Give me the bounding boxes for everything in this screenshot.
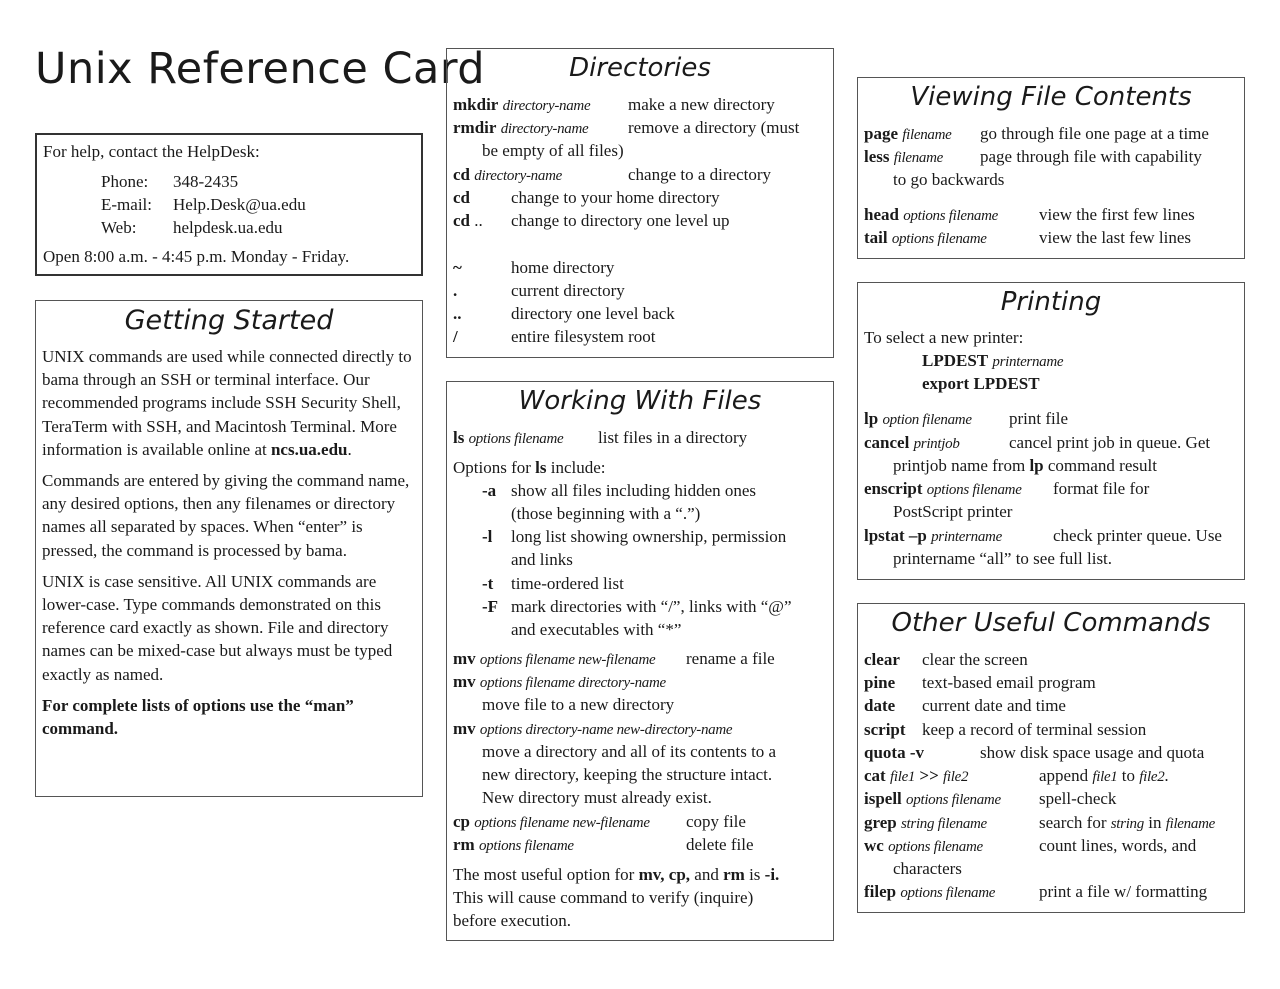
head-desc: view the first few lines	[1039, 205, 1195, 224]
man-note: For complete lists of options use the “man” command.	[42, 695, 354, 739]
lp-cmd: lp option filename	[864, 409, 972, 428]
tilde-symbol: ~	[453, 258, 462, 277]
page-desc: go through file one page at a time	[980, 124, 1209, 143]
date-desc: current date and time	[922, 696, 1066, 715]
cd-up-cmd: cd ..	[453, 211, 483, 230]
export-line: export LPDEST	[922, 374, 1040, 393]
mv-dir-desc-2: new directory, keeping the structure intact.	[482, 765, 773, 784]
mv-rename-desc: rename a file	[686, 649, 775, 668]
web-label: Web:	[101, 218, 137, 237]
lpstat-cmd: lpstat –p printername	[864, 526, 1002, 545]
quota-cmd: quota -v	[864, 743, 924, 762]
email-label: E-mail:	[101, 195, 152, 214]
rmdir-desc-cont: be empty of all files)	[482, 141, 624, 160]
enscript-cmd: enscript options filename	[864, 479, 1022, 498]
printing-heading: Printing	[1000, 287, 1102, 317]
less-desc: page through file with capability	[980, 147, 1202, 166]
flag-t-desc: time-ordered list	[511, 574, 624, 593]
tail-cmd: tail options filename	[864, 228, 987, 247]
clear-cmd: clear	[864, 650, 900, 669]
directories-box	[446, 48, 834, 358]
flag-a: -a	[482, 481, 497, 500]
getting-started-heading: Getting Started	[124, 305, 334, 336]
clear-desc: clear the screen	[922, 650, 1028, 669]
verify-note-3: before execution.	[453, 911, 571, 930]
cd-home-cmd: cd	[453, 188, 470, 207]
lpdest-line: LPDEST printername	[922, 351, 1064, 370]
cat-cmd: cat file1 >> file2	[864, 766, 969, 785]
help-intro: For help, contact the HelpDesk:	[43, 142, 260, 161]
quota-desc: show disk space usage and quota	[980, 743, 1205, 762]
mv-dir-desc-1: move a directory and all of its contents to a	[482, 742, 777, 761]
cd-home-desc: change to your home directory	[511, 188, 720, 207]
wc-desc: count lines, words, and	[1039, 836, 1197, 855]
flag-F-desc-cont: and executables with “*”	[511, 620, 682, 639]
ls-desc: list files in a directory	[598, 428, 748, 447]
head-cmd: head options filename	[864, 205, 998, 224]
enscript-desc: format file for	[1053, 479, 1150, 498]
rm-desc: delete file	[686, 835, 754, 854]
mkdir-cmd: mkdir directory-name	[453, 95, 591, 114]
lpstat-desc-cont: printername “all” to see full list.	[893, 549, 1113, 568]
enscript-desc-cont: PostScript printer	[893, 502, 1013, 521]
dotdot-symbol: ..	[453, 304, 462, 323]
less-cmd: less filename	[864, 147, 944, 166]
lpstat-desc: check printer queue. Use	[1053, 526, 1222, 545]
cat-desc: append file1 to file2.	[1039, 766, 1169, 785]
dotdot-desc: directory one level back	[511, 304, 675, 323]
flag-a-desc: show all files including hidden ones	[511, 481, 757, 500]
cd-cmd: cd directory-name	[453, 165, 562, 184]
filep-cmd: filep options filename	[864, 882, 996, 901]
rm-cmd: rm options filename	[453, 835, 574, 854]
directories-heading: Directories	[569, 53, 711, 83]
lp-desc: print file	[1009, 409, 1069, 428]
slash-desc: entire filesystem root	[511, 327, 656, 346]
email-value: Help.Desk@ua.edu	[173, 195, 306, 214]
script-desc: keep a record of terminal session	[922, 720, 1147, 739]
helpdesk-box	[35, 133, 423, 276]
flag-l-desc: long list showing ownership, permission	[511, 527, 787, 546]
grep-desc: search for string in filename	[1039, 813, 1215, 832]
cancel-desc-cont: printjob name from lp command result	[893, 456, 1157, 475]
mv-move-cmd: mv options filename directory-name	[453, 672, 666, 691]
tail-desc: view the last few lines	[1039, 228, 1192, 247]
mv-move-desc: move file to a new directory	[482, 695, 675, 714]
phone-value: 348-2435	[173, 172, 239, 191]
less-desc-cont: to go backwards	[893, 170, 1005, 189]
ispell-cmd: ispell options filename	[864, 789, 1001, 808]
intro-paragraph: UNIX commands are used while connected directly to bama through an SSH or terminal interface. Our recommended programs include SSH Security Shell, TeraTerm with SSH, and Macintosh Terminal. More information is available online at ncs.ua.edu.	[42, 347, 412, 459]
flag-F: -F	[482, 597, 499, 616]
flag-t: -t	[482, 574, 494, 593]
dot-symbol: .	[453, 281, 458, 300]
getting-started-box	[35, 300, 423, 797]
getting-started-text	[42, 345, 416, 748]
rmdir-cmd: rmdir directory-name	[453, 118, 589, 137]
cancel-desc: cancel print job in queue. Get	[1009, 433, 1211, 452]
working-files-heading: Working With Files	[518, 386, 762, 416]
tilde-desc: home directory	[511, 258, 615, 277]
cd-up-desc: change to directory one level up	[511, 211, 730, 230]
viewing-box	[857, 77, 1245, 259]
cd-desc: change to a directory	[628, 165, 772, 184]
ls-options-intro: Options for ls include:	[453, 458, 606, 477]
pine-desc: text-based email program	[922, 673, 1096, 692]
ispell-desc: spell-check	[1039, 789, 1117, 808]
cancel-cmd: cancel printjob	[864, 433, 960, 452]
page-title: Unix Reference Card	[35, 44, 486, 94]
wc-desc-cont: characters	[893, 859, 962, 878]
flag-l: -l	[482, 527, 493, 546]
printer-intro: To select a new printer:	[864, 328, 1024, 347]
ncs-link[interactable]: ncs.ua.edu	[270, 439, 348, 459]
pine-cmd: pine	[864, 673, 896, 692]
viewing-heading: Viewing File Contents	[910, 82, 1192, 112]
flag-l-desc-cont: and links	[511, 550, 573, 569]
cp-desc: copy file	[686, 812, 746, 831]
page-cmd: page filename	[864, 124, 952, 143]
hours-text: Open 8:00 a.m. - 4:45 p.m. Monday - Friday.	[43, 247, 350, 266]
mkdir-desc: make a new directory	[628, 95, 775, 114]
script-cmd: script	[864, 720, 906, 739]
grep-cmd: grep string filename	[864, 813, 987, 832]
date-cmd: date	[864, 696, 896, 715]
mv-dir-cmd: mv options directory-name new-directory-name	[453, 719, 733, 738]
slash-symbol: /	[453, 327, 458, 346]
flag-a-desc-cont: (those beginning with a “.”)	[511, 504, 701, 523]
other-commands-heading: Other Useful Commands	[891, 608, 1211, 638]
web-value: helpdesk.ua.edu	[173, 218, 283, 237]
flag-F-desc: mark directories with “/”, links with “@”	[511, 597, 792, 616]
ls-cmd: ls options filename	[453, 428, 564, 447]
mv-rename-cmd: mv options filename new-filename	[453, 649, 656, 668]
verify-note-1: The most useful option for mv, cp, and rm is -i.	[453, 865, 780, 884]
case-paragraph: UNIX is case sensitive. All UNIX commands are lower-case. Type commands demonstrated on this reference card exactly as shown. File and directory names can be mixed-case but always must be typed exactly as named.	[42, 571, 393, 684]
printing-box	[857, 282, 1245, 580]
usage-paragraph: Commands are entered by giving the command name, any desired options, then any filenames or directory names all separated by spaces. When “enter” is pressed, the command is processed by bama.	[42, 471, 410, 560]
rmdir-desc: remove a directory (must	[628, 118, 800, 137]
mv-dir-desc-3: New directory must already exist.	[482, 788, 712, 807]
phone-label: Phone:	[101, 172, 149, 191]
cp-cmd: cp options filename new-filename	[453, 812, 650, 831]
filep-desc: print a file w/ formatting	[1039, 882, 1208, 901]
other-commands-box	[857, 603, 1245, 913]
dot-desc: current directory	[511, 281, 625, 300]
working-files-box	[446, 381, 834, 941]
verify-note-2: This will cause command to verify (inquire)	[453, 888, 754, 907]
wc-cmd: wc options filename	[864, 836, 983, 855]
